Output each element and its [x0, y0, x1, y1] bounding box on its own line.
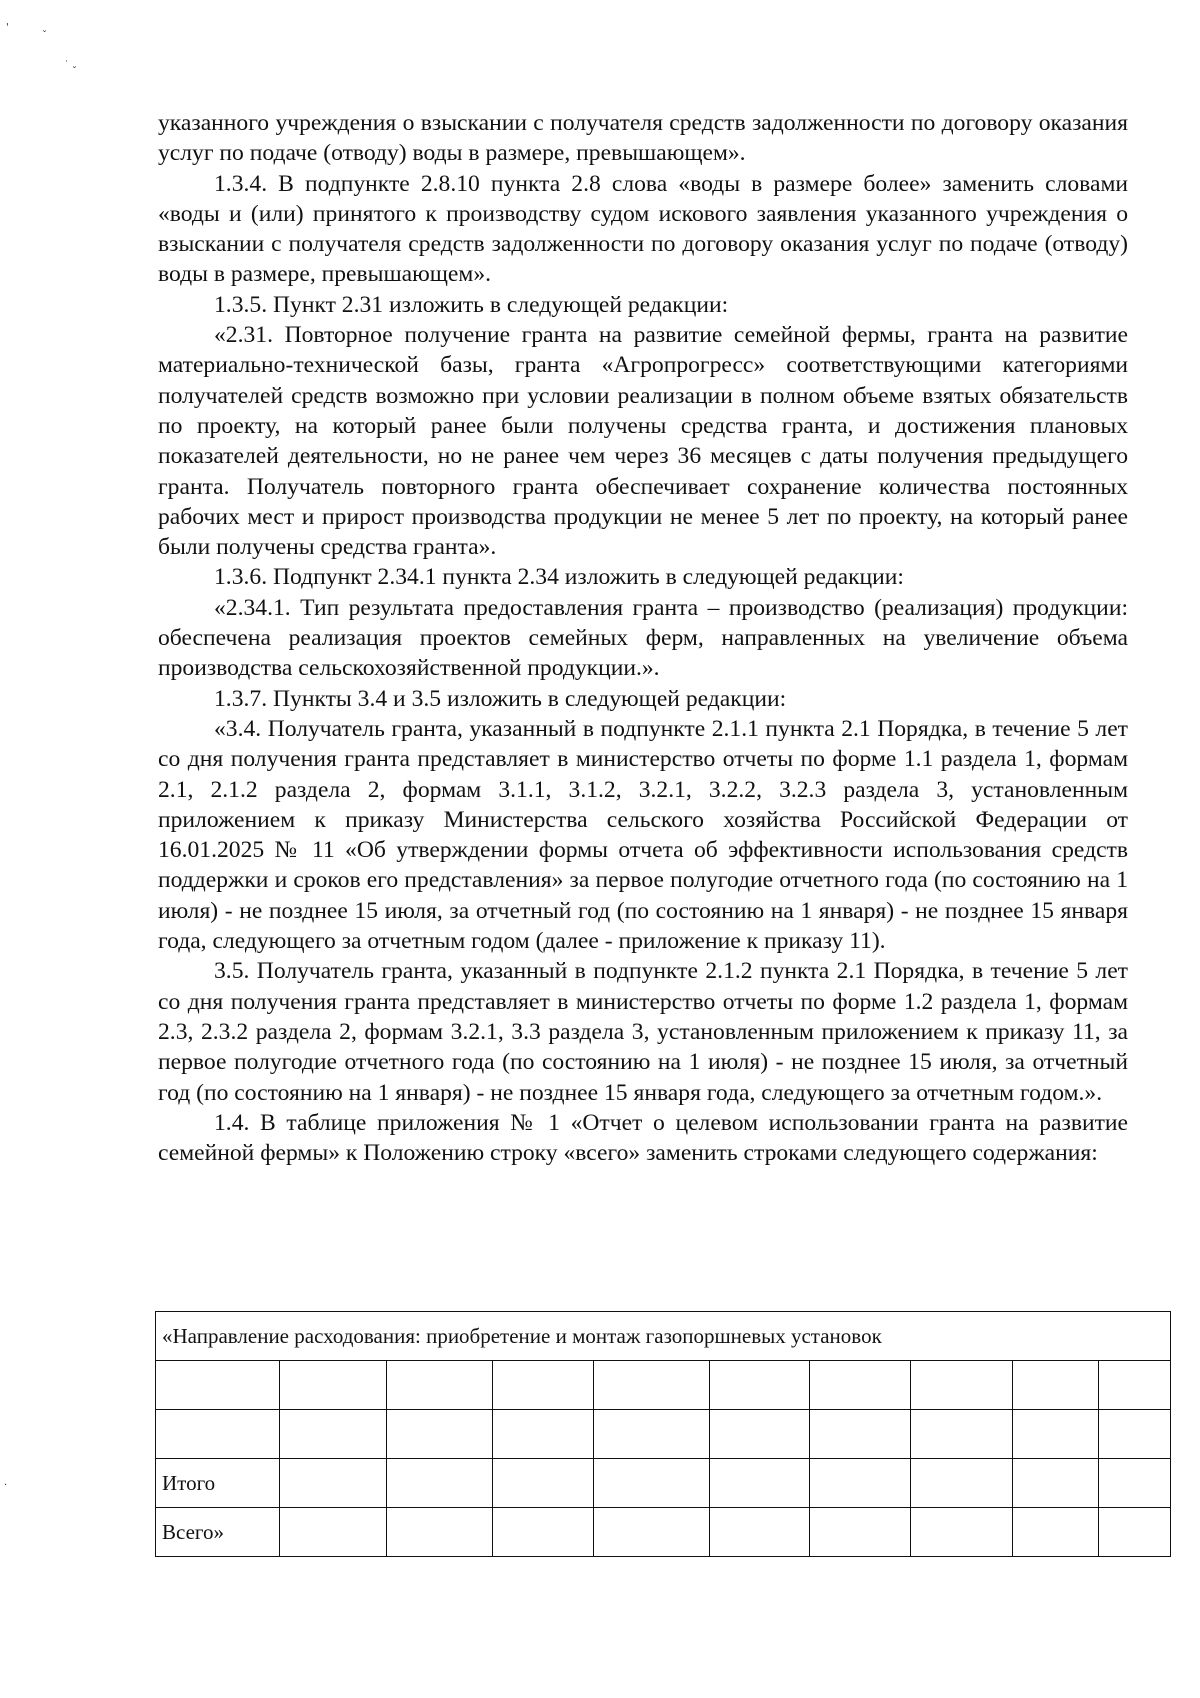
- table-cell: [492, 1459, 593, 1508]
- table-cell: [594, 1508, 710, 1557]
- scan-speck: ·: [4, 1480, 8, 1491]
- paragraph: «3.4. Получатель гранта, указанный в подпункте 2.1.1 пункта 2.1 Порядка, в течение 5 лет со дня получения гранта представляет в министерство отчеты по форме 1.1 раздела 1, формам 2.1, 2.1.2 раздела 2, формам 3.1.1, 3.1.2, 3.2.1, 3.2.2, 3.2.3 раздела 3, установленным приложением к приказу Министерства сельского хозяйства Российской Федерации от 16.01.2025 № 11 «Об утверждении формы отчета об эффективности использования средств поддержки и сроков его представления» за первое полугодие отчетного года (по состоянию на 1 июля) - не позднее 15 июля, за отчетный год (по состоянию на 1 января) - не позднее 15 января года, следующего за отчетным годом (далее - приложение к приказу 11).: [158, 715, 1128, 955]
- table-cell: [709, 1459, 809, 1508]
- table-cell: [280, 1508, 387, 1557]
- table-cell: [810, 1361, 911, 1410]
- table-cell: [594, 1459, 710, 1508]
- scan-speck: ˙: [64, 60, 69, 71]
- table-cell: [911, 1410, 1012, 1459]
- table-header-cell: «Направление расходования: приобретение и монтаж газопоршневых установок: [156, 1312, 1171, 1361]
- table-cell: [1012, 1459, 1098, 1508]
- paragraph: «2.34.1. Тип результата предоставления гранта – производство (реализация) продукции: обеспечена реализация проектов семейных ферм, направленных на увеличение объема производства сельскохозяйственной продукции.».: [158, 594, 1128, 682]
- table-cell: [280, 1459, 387, 1508]
- table-cell: [1012, 1508, 1098, 1557]
- table-row: [156, 1410, 1171, 1459]
- table-cell: [1012, 1410, 1098, 1459]
- table-cell: [709, 1508, 809, 1557]
- table-cell: [810, 1410, 911, 1459]
- table-cell: [810, 1459, 911, 1508]
- table-cell: [1098, 1410, 1170, 1459]
- paragraph: 3.5. Получатель гранта, указанный в подпункте 2.1.2 пункта 2.1 Порядка, в течение 5 лет со дня получения гранта представляет в министерство отчеты по форме 1.2 раздела 1, формам 2.3, 2.3.2 раздела 2, формам 3.2.1, 3.3 раздела 3, установленным приложением к приказу 11, за первое полугодие отчетного года (по состоянию на 1 июля) - не позднее 15 июля, за отчетный год (по состоянию на 1 января) - не позднее 15 января года, следующего за отчетным годом.».: [158, 958, 1128, 1106]
- row-label-cell: [156, 1361, 280, 1410]
- table-cell: [810, 1508, 911, 1557]
- paragraph: 1.3.5. Пункт 2.31 изложить в следующей редакции:: [214, 291, 729, 318]
- table-cell: [280, 1410, 387, 1459]
- table-cell: [1098, 1459, 1170, 1508]
- table-cell: [492, 1361, 593, 1410]
- table-cell: [911, 1459, 1012, 1508]
- table-row-itogo: [156, 1459, 1171, 1508]
- table-cell: [1098, 1361, 1170, 1410]
- expense-table: [155, 1311, 1171, 1557]
- table-cell: [387, 1459, 493, 1508]
- paragraph: «2.31. Повторное получение гранта на развитие семейной фермы, гранта на развитие материально-технической базы, гранта «Агропрогресс» соответствующими категориями получателей средств возможно при условии реализации в полном объеме взятых обязательств по проекту, на который ранее были получены средства гранта, и достижения плановых показателей деятельности, но не ранее чем через 36 месяцев с даты получения предыдущего гранта. Получатель повторного гранта обеспечивает сохранение количества постоянных рабочих мест и прирост производства продукции не менее 5 лет по проекту, на который ранее были получены средства гранта».: [158, 322, 1128, 561]
- table-row: [156, 1361, 1171, 1410]
- table-row-vsego: [156, 1508, 1171, 1557]
- table-cell: [1012, 1361, 1098, 1410]
- row-label-cell: [156, 1410, 280, 1459]
- scan-speck: ˇ: [72, 66, 77, 77]
- table-cell: [387, 1508, 493, 1557]
- paragraph: 1.4. В таблице приложения № 1 «Отчет о целевом использовании гранта на развитие семейной фермы» к Положению строку «всего» заменить строками следующего содержания:: [158, 1109, 1128, 1167]
- table-cell: [387, 1361, 493, 1410]
- table-cell: [911, 1361, 1012, 1410]
- table-cell: [594, 1410, 710, 1459]
- table-cell: [1098, 1508, 1170, 1557]
- row-label-cell: Всего»: [156, 1508, 280, 1557]
- table-cell: [709, 1361, 809, 1410]
- row-label-cell: Итого: [156, 1459, 280, 1508]
- table-cell: [709, 1410, 809, 1459]
- paragraph: указанного учреждения о взыскании с получателя средств задолженности по договору оказания услуг по подаче (отводу) воды в размере, превышающем».: [158, 110, 1128, 167]
- table-cell: [594, 1361, 710, 1410]
- scan-speck: ': [6, 22, 9, 33]
- table-header-row: [156, 1312, 1171, 1361]
- table-cell: [911, 1508, 1012, 1557]
- table-cell: [387, 1410, 493, 1459]
- table-cell: [492, 1410, 593, 1459]
- table-cell: [492, 1508, 593, 1557]
- paragraph: 1.3.4. В подпункте 2.8.10 пункта 2.8 слова «воды в размере более» заменить словами «воды и (или) принятого к производству судом искового заявления указанного учреждения о взыскании с получателя средств задолженности по договору оказания услуг по подаче (отводу) воды в размере, превышающем».: [158, 170, 1128, 288]
- paragraph: 1.3.6. Подпункт 2.34.1 пункта 2.34 изложить в следующей редакции:: [214, 564, 904, 591]
- scan-speck: ˇ: [42, 30, 47, 41]
- document-body: [158, 108, 1128, 1168]
- table-cell: [280, 1361, 387, 1410]
- paragraph: 1.3.7. Пункты 3.4 и 3.5 изложить в следующей редакции:: [214, 685, 787, 712]
